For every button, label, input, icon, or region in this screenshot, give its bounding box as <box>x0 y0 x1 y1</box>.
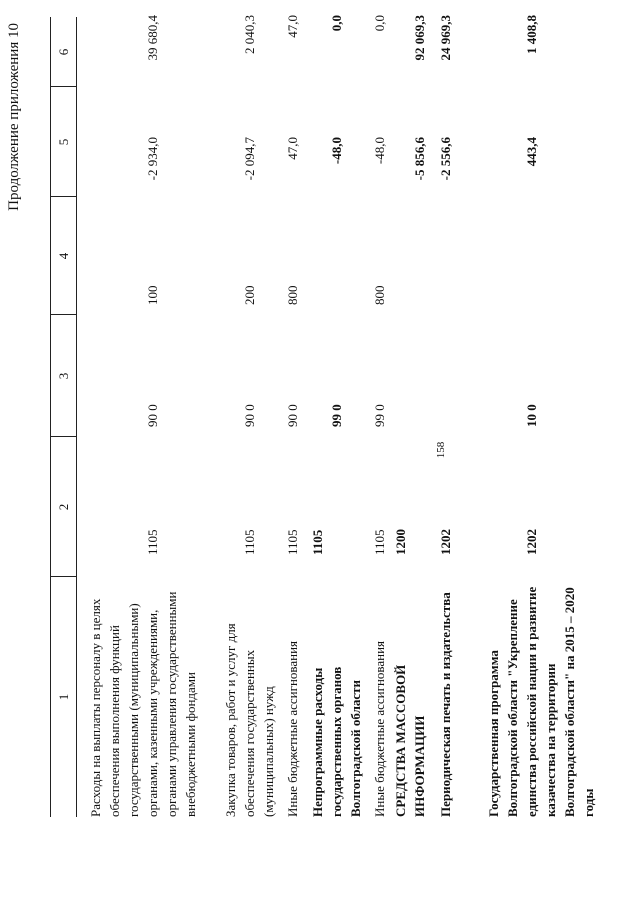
row-target-code: 10 0 <box>524 404 539 427</box>
row-section-code: 1202 <box>524 529 539 555</box>
col-header-5: 5 <box>56 138 71 146</box>
row-change-amount: 443,4 <box>524 137 539 167</box>
row-expense-type: 800 <box>372 285 387 305</box>
row-change-amount: -2 556,6 <box>438 137 453 181</box>
table-top-rule <box>50 17 51 817</box>
row-target-code: 90 0 <box>145 404 160 427</box>
row-total-amount: 0,0 <box>329 15 344 32</box>
row-section-code: 1105 <box>310 529 325 555</box>
row-name: Государственная программа Волгоградской области "Укрепление единства российской нации и развитие казачества на территории Волгоградской области" на 2015 – 2020 годы <box>486 586 596 817</box>
row-name: Закупка товаров, работ и услуг для обеспечения государственных (муниципальных) нужд <box>223 623 276 817</box>
appendix-continuation-title: Продолжение приложения 10 <box>6 23 22 211</box>
row-target-code: 90 0 <box>242 404 257 427</box>
row-name: Периодическая печать и издательства <box>438 592 453 817</box>
col-header-6: 6 <box>56 48 71 56</box>
row-name: Иные бюджетные ассигнования <box>285 640 300 817</box>
row-expense-type: 800 <box>285 285 300 305</box>
row-section-code: 1202 <box>438 529 453 555</box>
row-target-code: 90 0 <box>285 404 300 427</box>
row-expense-type: 200 <box>242 285 257 305</box>
row-name: Иные бюджетные ассигнования <box>372 640 387 817</box>
header-bottom-rule <box>76 17 77 817</box>
row-change-amount: -2 094,7 <box>242 137 257 181</box>
row-change-amount: -5 856,6 <box>412 137 427 181</box>
row-change-amount: -2 934,0 <box>145 137 160 181</box>
page-number: 158 <box>435 441 447 459</box>
row-total-amount: 2 040,3 <box>242 15 257 54</box>
row-total-amount: 24 969,3 <box>438 15 453 61</box>
row-section-code: 1105 <box>372 529 387 555</box>
row-name: Непрограммные расходы государственных органов Волгоградской области <box>310 666 363 817</box>
row-name: Расходы на выплаты персоналу в целях обеспечения выполнения функций государственными (муниципальными) органами, казенными учреждениями, органами управления государственными внебюджетными фондами <box>88 591 198 817</box>
row-total-amount: 1 408,8 <box>524 15 539 54</box>
row-total-amount: 92 069,3 <box>412 15 427 61</box>
row-section-code: 1105 <box>242 529 257 555</box>
row-section-code: 1105 <box>285 529 300 555</box>
row-change-amount: -48,0 <box>372 137 387 165</box>
row-section-code: 1200 <box>393 529 408 555</box>
row-section-code: 1105 <box>145 529 160 555</box>
row-change-amount: 47,0 <box>285 137 300 160</box>
col-header-1: 1 <box>56 693 71 701</box>
col-header-3: 3 <box>56 372 71 380</box>
row-total-amount: 47,0 <box>285 15 300 38</box>
row-total-amount: 39 680,4 <box>145 15 160 61</box>
col-header-2: 2 <box>56 503 71 511</box>
col-header-4: 4 <box>56 252 71 260</box>
row-change-amount: -48,0 <box>329 137 344 165</box>
row-target-code: 99 0 <box>329 404 344 427</box>
row-total-amount: 0,0 <box>372 15 387 32</box>
row-name: СРЕДСТВА МАССОВОЙ ИНФОРМАЦИИ <box>393 664 427 817</box>
row-expense-type: 100 <box>145 285 160 305</box>
row-target-code: 99 0 <box>372 404 387 427</box>
